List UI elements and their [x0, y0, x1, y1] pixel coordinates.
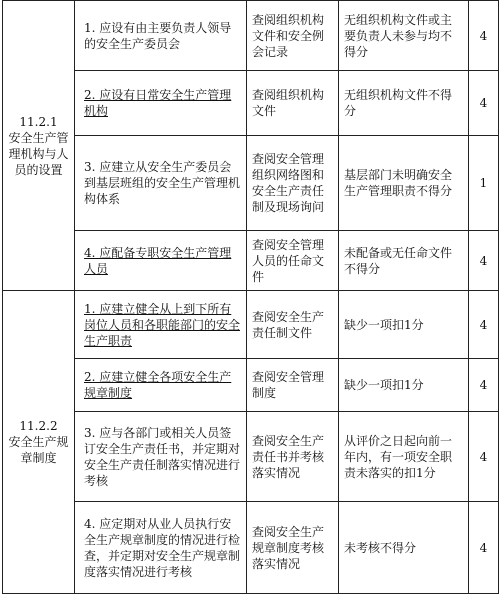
requirement-cell: [75, 71, 247, 136]
method-cell: [247, 359, 339, 412]
score-cell: [469, 231, 499, 291]
score-value: 4: [479, 378, 488, 392]
criteria-text: 从评价之日起向前一年内，有一项安全职责未落实的扣1分: [344, 433, 453, 480]
requirement-text: 3. 应建立从安全生产委员会到基层班组的安全生产管理机构体系: [84, 160, 241, 206]
table-row: [3, 231, 499, 291]
table-row: [3, 502, 499, 594]
requirement-text: 1. 应建立健全从上到下所有岗位人员和各职能部门的安全生产职责: [84, 301, 241, 348]
method-text: 查阅安全生产责任制文件: [252, 309, 325, 340]
method-cell: [247, 1, 339, 71]
section-cell: [3, 291, 75, 594]
section-title: 安全生产管理机构与人员的设置: [8, 130, 69, 177]
table-row: [3, 359, 499, 412]
requirement-cell: [75, 1, 247, 71]
score-cell: [469, 1, 499, 71]
criteria-cell: [339, 502, 469, 594]
criteria-cell: [339, 412, 469, 502]
table-row: [3, 136, 499, 231]
table-row: [3, 291, 499, 359]
criteria-text: 未配备或无任命文件不得分: [344, 245, 453, 276]
requirement-cell: [75, 136, 247, 231]
method-cell: [247, 412, 339, 502]
criteria-cell: [339, 231, 469, 291]
method-text: 查阅安全管理制度: [252, 370, 325, 400]
table-row: [3, 1, 499, 71]
method-cell: [247, 136, 339, 231]
section-code: 11.2.2: [19, 419, 58, 433]
requirement-text: 2. 应设有日常安全生产管理机构: [84, 88, 232, 118]
requirement-cell: [75, 359, 247, 412]
score-value: 4: [479, 28, 488, 43]
requirement-text: 2. 应建立健全各项安全生产规章制度: [84, 370, 232, 400]
section-title: 安全生产规章制度: [8, 435, 69, 465]
score-value: 4: [479, 253, 488, 268]
score-value: 1: [479, 176, 488, 190]
score-cell: [469, 412, 499, 502]
criteria-cell: [339, 359, 469, 412]
requirement-text: 3. 应与各部门或相关人员签订安全生产责任书，并定期对安全生产责任制落实情况进行考核: [84, 425, 241, 488]
criteria-text: 未考核不得分: [344, 540, 417, 555]
score-value: 4: [479, 449, 488, 464]
method-text: 查阅安全管理人员的任命文件: [252, 237, 325, 284]
table-row: [3, 71, 499, 136]
criteria-text: 基层部门未明确安全生产管理职责不得分: [344, 168, 453, 198]
requirement-cell: [75, 291, 247, 359]
criteria-cell: [339, 1, 469, 71]
requirement-cell: [75, 502, 247, 594]
score-value: 4: [479, 96, 488, 110]
requirement-cell: [75, 231, 247, 291]
method-text: 查阅安全生产责任书并考核落实情况: [252, 433, 325, 480]
score-cell: [469, 359, 499, 412]
method-cell: [247, 502, 339, 594]
score-cell: [469, 291, 499, 359]
requirement-cell: [75, 412, 247, 502]
table-row: [3, 412, 499, 502]
requirement-text: 4. 应配备专职安全生产管理人员: [84, 245, 232, 276]
method-text: 查阅组织机构文件: [252, 88, 325, 118]
method-cell: [247, 231, 339, 291]
criteria-text: 缺少一项扣1分: [344, 317, 424, 332]
section-cell: [3, 1, 75, 291]
method-cell: [247, 291, 339, 359]
requirement-text: 1. 应设有由主要负责人领导的安全生产委员会: [84, 20, 232, 51]
criteria-text: 无组织机构文件不得分: [344, 88, 453, 118]
method-text: 查阅安全生产规章制度考核落实情况: [252, 524, 325, 571]
method-text: 查阅安全管理组织网络图和安全生产责任制及现场询问: [252, 152, 325, 214]
score-cell: [469, 71, 499, 136]
score-value: 4: [479, 540, 488, 555]
criteria-text: 无组织机构文件或主要负责人未参与均不得分: [344, 12, 453, 59]
requirement-text: 4. 应定期对从业人员执行安全生产规章制度的情况进行检查，并定期对安全生产规章制度落实情况进行考核: [84, 516, 241, 579]
criteria-text: 缺少一项扣1分: [344, 378, 424, 392]
score-value: 4: [479, 317, 488, 332]
score-cell: [469, 136, 499, 231]
method-cell: [247, 71, 339, 136]
section-code: 11.2.1: [19, 114, 58, 129]
evaluation-table: [2, 0, 499, 594]
criteria-cell: [339, 71, 469, 136]
criteria-cell: [339, 291, 469, 359]
criteria-cell: [339, 136, 469, 231]
score-cell: [469, 502, 499, 594]
method-text: 查阅组织机构文件和安全例会记录: [252, 12, 325, 59]
